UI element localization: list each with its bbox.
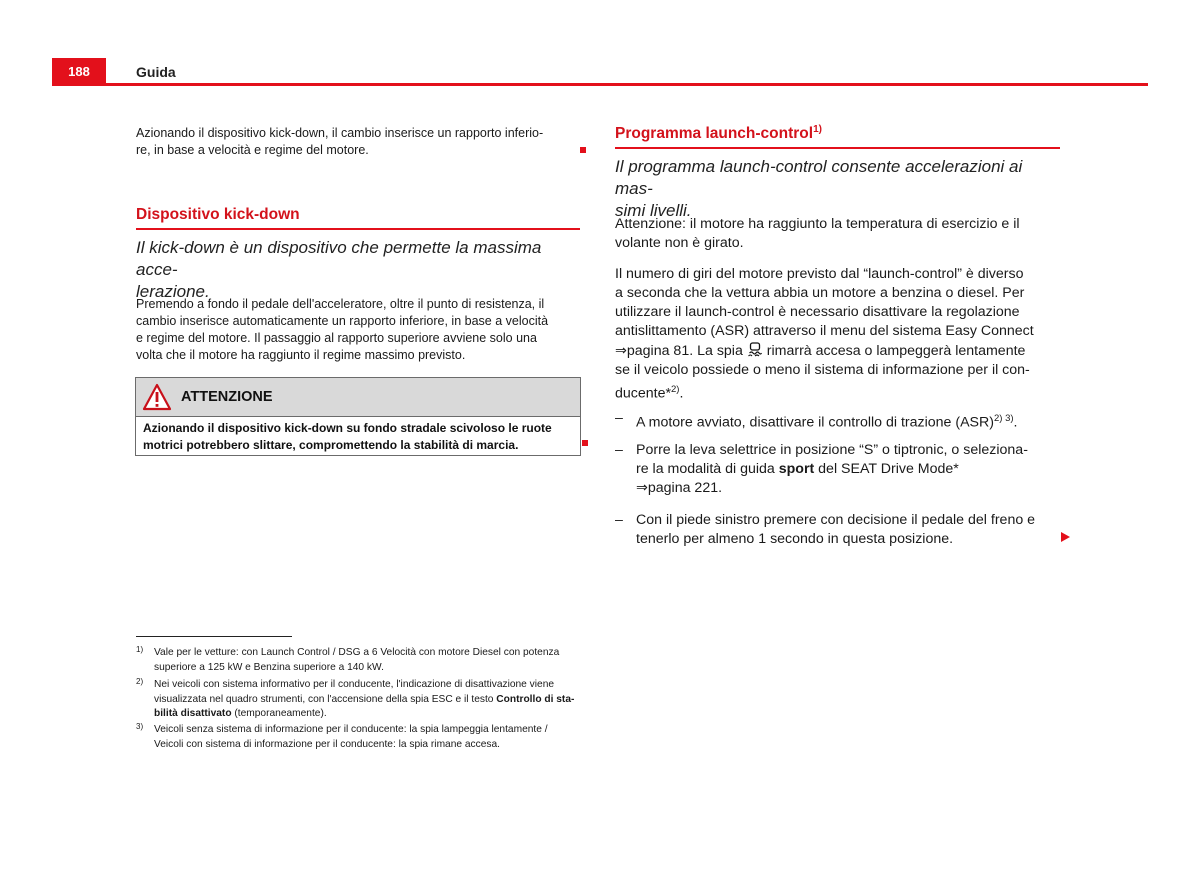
launch-para-2-line-5-end: rimarrà accesa o lampeggerà lentamente bbox=[766, 343, 1026, 359]
kickdown-lead-line-1: Il kick-down è un dispositivo che permette la massima acce- bbox=[136, 238, 542, 279]
step-2-line-2 bbox=[636, 460, 1060, 479]
kickdown-body-line-3: e regime del motore. Il passaggio al rapporto superiore avviene solo una bbox=[136, 331, 537, 345]
footnote-divider bbox=[136, 636, 292, 637]
step-3-line-1: Con il piede sinistro premere con decisione il pedale del freno e bbox=[636, 512, 1036, 528]
footnote-1-line-1: Vale per le vetture: con Launch Control / DSG a 6 Velocità con motore Diesel con potenza bbox=[154, 647, 560, 658]
launch-para-1-line-2: volante non è girato. bbox=[615, 235, 744, 251]
intro-line-2: re, in base a velocità e regime del motore. bbox=[136, 143, 369, 157]
kickdown-lead-line-2: lerazione. bbox=[136, 282, 210, 301]
footnote-2-line-1: Nei veicoli con sistema informativo per il conducente, l'indicazione di disattivazione viene bbox=[154, 679, 555, 690]
step-3-text bbox=[636, 511, 1060, 549]
launch-lead bbox=[615, 156, 1060, 222]
step-1-main: A motore avviato, disattivare il controllo di trazione (ASR) bbox=[636, 414, 994, 431]
list-item bbox=[615, 409, 1060, 433]
footnote-3 bbox=[136, 723, 581, 752]
launch-para-2-line-5 bbox=[615, 341, 1060, 361]
warning-line-1: Azionando il dispositivo kick-down su fondo stradale scivoloso le ruote bbox=[143, 421, 552, 435]
kickdown-lead bbox=[136, 237, 580, 303]
step-3-line-2: tenerlo per almeno 1 secondo in questa posizione. bbox=[636, 531, 954, 547]
step-2-line-2-a: re la modalità di guida bbox=[636, 461, 779, 477]
launch-para-1-line-1: Attenzione: il motore ha raggiunto la temperatura di esercizio e il bbox=[615, 216, 1020, 232]
esc-warning-lamp-icon bbox=[747, 341, 763, 357]
footnote-3-text bbox=[154, 723, 581, 752]
footnote-3-line-2: Veicoli con sistema di informazione per il conducente: la spia rimane accesa. bbox=[154, 738, 500, 750]
footnote-2 bbox=[136, 678, 581, 722]
footnote-refs-2-3: 2) 3) bbox=[994, 413, 1014, 424]
footnote-2-line-2 bbox=[154, 693, 581, 708]
warning-header bbox=[136, 378, 580, 417]
footnote-3-line-1: Veicoli senza sistema di informazione per il conducente: la spia lampeggia lentamente / bbox=[154, 724, 548, 735]
page-number: 188 bbox=[52, 58, 106, 86]
launch-section-header bbox=[615, 124, 1060, 149]
kickdown-body-line-1: Premendo a fondo il pedale dell'acceleratore, oltre il punto di resistenza, il bbox=[136, 297, 545, 311]
kickdown-body-line-4: volta che il motore ha raggiunto il regime massimo previsto. bbox=[136, 348, 466, 362]
kickdown-body bbox=[136, 296, 580, 364]
warning-box bbox=[135, 377, 581, 456]
footnote-2-line-3-b: (temporaneamente). bbox=[231, 708, 327, 719]
launch-lead-line-1: Il programma launch-control consente accelerazioni ai mas- bbox=[615, 157, 1023, 198]
footnote-1-number: 1) bbox=[136, 645, 144, 654]
warning-title: ATTENZIONE bbox=[181, 389, 273, 405]
launch-title-text: Programma launch-control bbox=[615, 125, 814, 143]
footnote-2-line-3-bold: bilità disattivato bbox=[154, 708, 232, 719]
footnote-1-text bbox=[154, 646, 581, 675]
launch-lead-line-2: simi livelli. bbox=[615, 201, 692, 220]
end-square-icon bbox=[580, 147, 586, 153]
warning-line-2: motrici potrebbero slittare, compromettendo la stabilità di marcia. bbox=[143, 438, 519, 452]
launch-para-2-line-3: utilizzare il launch-control è necessario disattivare la regolazione bbox=[615, 304, 1020, 320]
kickdown-section-header bbox=[136, 206, 580, 230]
footnote-2-line-2-a: visualizzata nel quadro strumenti, con l'accensione della spia ESC e il testo bbox=[154, 693, 497, 705]
launch-para-1 bbox=[615, 215, 1060, 253]
launch-title bbox=[615, 124, 1060, 149]
launch-para-2-line-2: a seconda che la vettura abbia un motore a benzina o diesel. Per bbox=[615, 285, 1025, 301]
footnote-1-line-2: superiore a 125 kW e Benzina superiore a 140 kW. bbox=[154, 661, 384, 673]
footnote-2-number: 2) bbox=[136, 677, 144, 686]
end-square-icon bbox=[582, 440, 588, 446]
page-ref-81[interactable]: ⇒pagina 81. La spia bbox=[615, 343, 743, 359]
warning-text bbox=[136, 417, 580, 457]
intro-paragraph bbox=[136, 125, 580, 159]
launch-para-2-line-1: Il numero di giri del motore previsto dal “launch-control” è diverso bbox=[615, 266, 1024, 282]
step-1-end: . bbox=[1013, 414, 1018, 431]
list-item bbox=[615, 511, 1060, 549]
list-dash: – bbox=[615, 410, 623, 426]
launch-title-footnote-ref: 1) bbox=[813, 124, 822, 135]
footnote-2-text bbox=[154, 678, 581, 722]
footnote-ref-2: 2) bbox=[671, 384, 680, 395]
continue-arrow-icon bbox=[1061, 532, 1070, 542]
footnote-1 bbox=[136, 646, 581, 675]
launch-para-2-line-7-end: . bbox=[679, 385, 684, 402]
launch-para-2-line-4: antislittamento (ASR) attraverso il menu del sistema Easy Connect bbox=[615, 323, 1034, 339]
list-item bbox=[615, 441, 1060, 498]
launch-para-2 bbox=[615, 265, 1060, 404]
launch-para-2-line-7-text: ducente* bbox=[615, 385, 672, 402]
launch-para-2-line-6: se il veicolo possiede o meno il sistema di informazione per il con- bbox=[615, 362, 1030, 378]
step-1-text bbox=[636, 409, 1060, 433]
kickdown-body-line-2: cambio inserisce automaticamente un rapporto inferiore, in base a velocità bbox=[136, 314, 549, 328]
launch-para-2-line-7 bbox=[615, 380, 1060, 404]
chapter-title: Guida bbox=[136, 64, 176, 80]
intro-line-1: Azionando il dispositivo kick-down, il cambio inserisce un rapporto inferio- bbox=[136, 126, 544, 140]
footnote-2-line-3 bbox=[154, 707, 581, 722]
step-2-sport-mode: sport bbox=[778, 461, 815, 477]
header-divider bbox=[106, 83, 1148, 86]
footnote-2-line-2-bold: Controllo di sta- bbox=[496, 693, 575, 705]
list-dash: – bbox=[615, 512, 623, 528]
warning-triangle-icon bbox=[142, 383, 172, 411]
footnote-3-number: 3) bbox=[136, 722, 144, 731]
step-2-text bbox=[636, 441, 1060, 498]
page-ref-221[interactable]: ⇒pagina 221. bbox=[636, 480, 723, 496]
list-dash: – bbox=[615, 442, 623, 458]
step-2-line-1: Porre la leva selettrice in posizione “S” o tiptronic, o seleziona- bbox=[636, 442, 1028, 458]
step-2-line-2-b: del SEAT Drive Mode* bbox=[814, 461, 959, 477]
kickdown-title: Dispositivo kick-down bbox=[136, 206, 580, 230]
